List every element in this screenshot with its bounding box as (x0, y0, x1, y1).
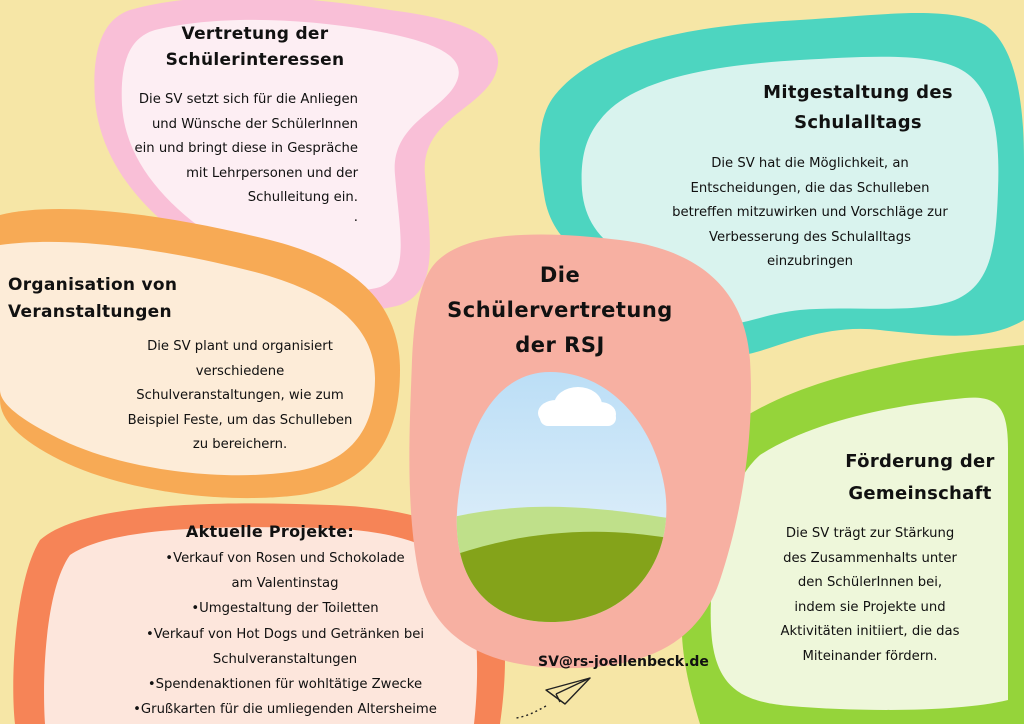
interests-title-line2: Schülerinteressen (165, 50, 345, 70)
project-item: •Verkauf von Hot Dogs und Getränken bei (145, 626, 425, 642)
community-body-line: Aktivitäten initiiert, die das (780, 624, 960, 639)
center-title (440, 258, 680, 363)
school-life-body-line: einzubringen (766, 254, 854, 269)
interests-title-line1: Vertretung der (181, 24, 329, 44)
school-life-title-line2: Schulalltags (794, 112, 922, 133)
interests-body-line: Die SV setzt sich für die Anliegen (138, 92, 358, 107)
school-life-body-line: Die SV hat die Möglichkeit, an (711, 156, 909, 171)
school-life-body (650, 152, 970, 275)
community-body-line: den SchülerInnen bei, (797, 575, 943, 590)
center-title-line2: Schülervertretung (447, 298, 673, 322)
school-life-body-line: betreffen mitzuwirken und Vorschläge zur (672, 205, 948, 220)
community-body-line: indem sie Projekte und (794, 599, 946, 615)
project-item: •Grußkarten für die umliegenden Altersheime (133, 702, 437, 718)
events-title-line2: Veranstaltungen (8, 302, 172, 322)
events-title-line1: Organisation von (8, 275, 178, 295)
community-body-line: des Zusammenhalts unter (783, 550, 957, 566)
community-body (745, 522, 995, 669)
school-life-section (738, 78, 978, 138)
project-item: •Verkauf von Rosen und Schokolade (165, 551, 405, 566)
community-title-line2: Gemeinschaft (848, 483, 992, 504)
community-body-line: Miteinander fördern. (802, 648, 938, 664)
events-body (100, 335, 380, 458)
community-section (820, 446, 1020, 510)
center-title-line1: Die (539, 263, 581, 287)
interests-body (118, 88, 358, 225)
community-body-line: Die SV trägt zur Stärkung (785, 526, 955, 541)
events-body-line: Beispiel Feste, um das Schulleben (127, 412, 353, 428)
school-life-body-line: Verbesserung des Schulalltags (708, 229, 912, 245)
events-body-line: Die SV plant und organisiert (147, 339, 333, 354)
contact-email[interactable]: SV@rs-joellenbeck.de (538, 654, 709, 670)
project-item: •Spendenaktionen für wohltätige Zwecke (147, 677, 423, 693)
events-body-line: zu bereichern. (192, 437, 288, 452)
interests-body-line: . (353, 209, 358, 225)
events-section (8, 272, 208, 326)
school-life-body-line: Entscheidungen, die das Schulleben (690, 180, 930, 196)
events-body-line: Schulveranstaltungen, wie zum (136, 388, 344, 403)
school-life-title-line1: Mitgestaltung des (763, 82, 953, 103)
interests-body-line: mit Lehrpersonen und der (186, 165, 358, 181)
projects-title: Aktuelle Projekte: (185, 522, 355, 541)
interests-body-line: und Wünsche der SchülerInnen (151, 116, 358, 132)
projects-list (100, 546, 470, 722)
events-body-line: verschiedene (195, 363, 285, 379)
interests-body-line: ein und bringt diese in Gespräche (134, 141, 358, 156)
projects-section (120, 519, 420, 545)
interests-body-line: Schulleitung ein. (247, 190, 358, 205)
interests-section (130, 21, 380, 73)
project-item: Schulveranstaltungen (212, 651, 358, 667)
center-title-line3: der RSJ (515, 333, 605, 357)
community-title-line1: Förderung der (845, 451, 995, 472)
project-item: •Umgestaltung der Toiletten (191, 601, 379, 617)
paper-plane-icon (516, 678, 590, 718)
project-item: am Valentinstag (231, 576, 339, 592)
